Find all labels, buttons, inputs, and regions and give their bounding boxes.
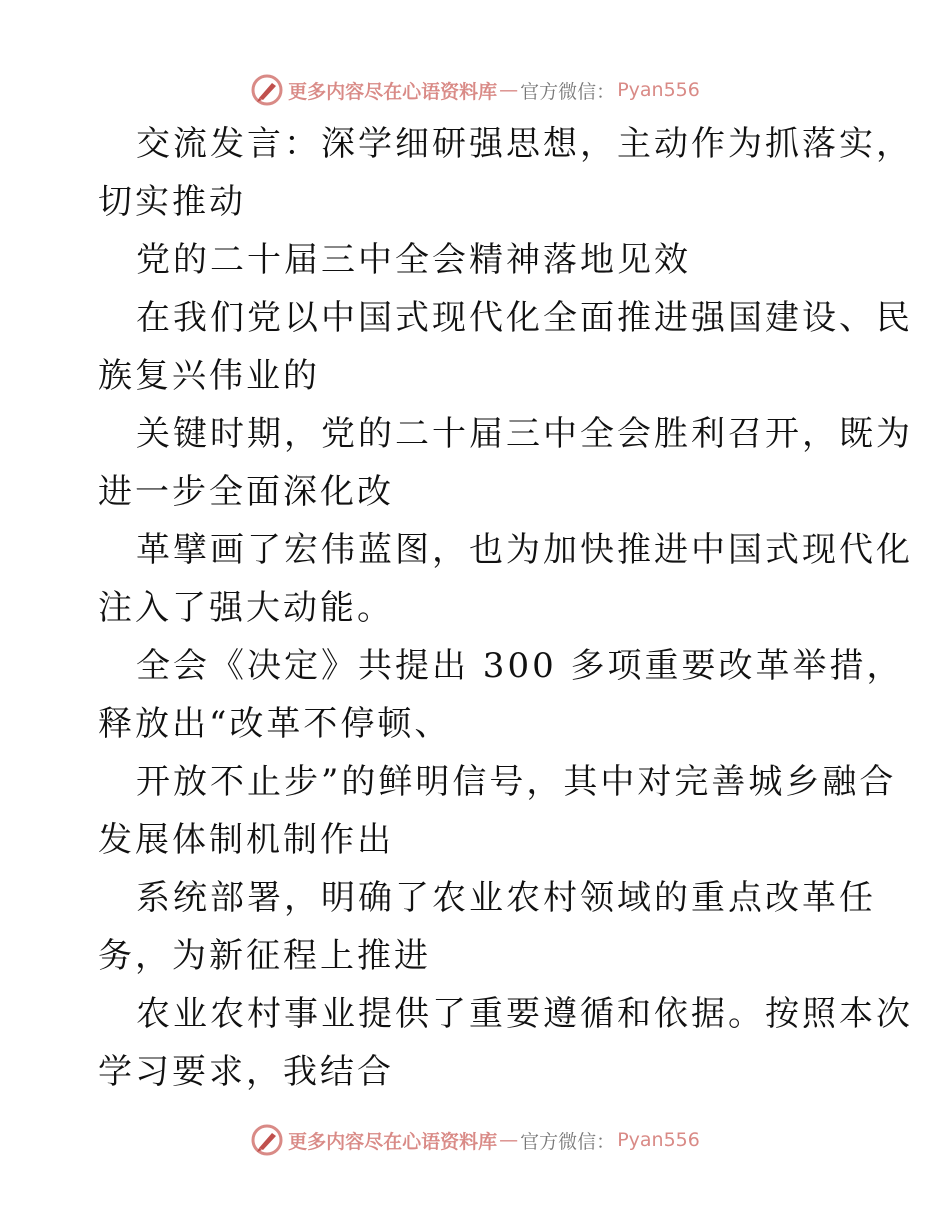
text-line: 全会《决定》共提出 300 多项重要改革举措，: [136, 646, 904, 686]
text-line: 进一步全面深化改: [98, 472, 394, 512]
text-line: 务，为新征程上推进: [98, 936, 431, 976]
text-line: 系统部署，明确了农业农村领域的重点改革任: [136, 878, 876, 918]
text-line: 发展体制机制作出: [98, 820, 394, 860]
banner-text: 更多内容尽在心语资料库: [288, 1130, 498, 1153]
text-line: 开放不止步”的鲜明信号，其中对完善城乡融合: [136, 762, 897, 802]
pen-logo-icon: [250, 1123, 284, 1157]
wechat-id: Pyan556: [617, 1129, 700, 1151]
header-watermark-banner: [0, 72, 950, 108]
text-line: 在我们党以中国式现代化全面推进强国建设、民: [136, 298, 913, 338]
wechat-label: 官方微信：: [520, 80, 616, 103]
document-body: [98, 115, 913, 1101]
text-line: 切实推动: [98, 182, 246, 222]
banner-dash: —: [499, 79, 519, 101]
banner-text: 更多内容尽在心语资料库: [288, 80, 498, 103]
footer-watermark-banner: [0, 1122, 950, 1158]
text-line: 关键时期，党的二十届三中全会胜利召开，既为: [136, 414, 913, 454]
wechat-label: 官方微信：: [520, 1130, 616, 1153]
pen-logo-icon: [250, 73, 284, 107]
text-line: 注入了强大动能。: [98, 588, 394, 628]
banner-dash: —: [499, 1129, 519, 1151]
text-line: 族复兴伟业的: [98, 356, 320, 396]
text-line: 革擘画了宏伟蓝图，也为加快推进中国式现代化: [136, 530, 913, 570]
text-line: 农业农村事业提供了重要遵循和依据。按照本次: [136, 994, 913, 1034]
text-line: 交流发言：深学细研强思想，主动作为抓落实，: [136, 124, 913, 164]
text-line: 学习要求，我结合: [98, 1052, 394, 1092]
wechat-id: Pyan556: [617, 79, 700, 101]
text-line: 释放出“改革不停顿、: [98, 704, 452, 744]
text-line: 党的二十届三中全会精神落地见效: [136, 240, 691, 280]
